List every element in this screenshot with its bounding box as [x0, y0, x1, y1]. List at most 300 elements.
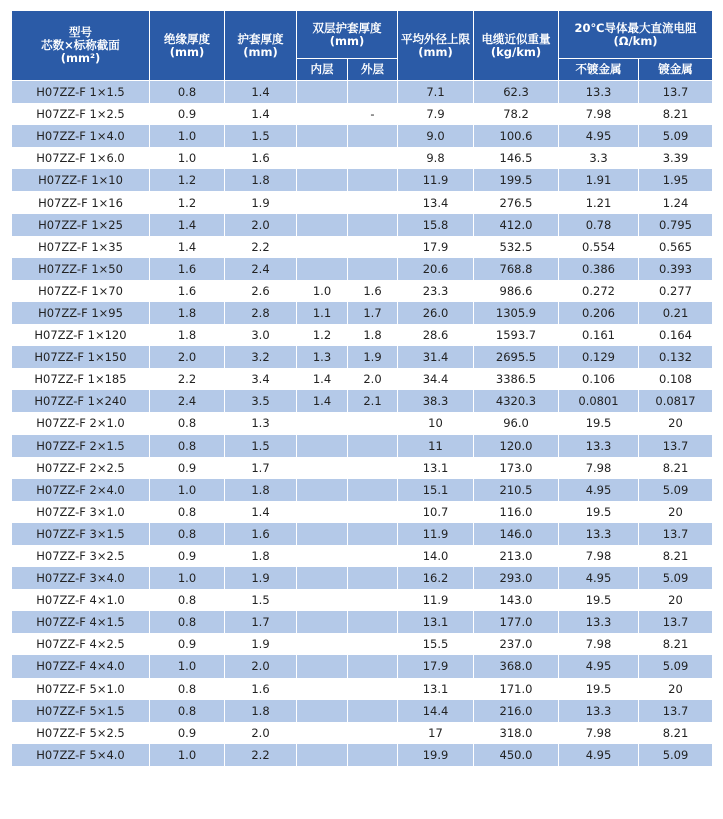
weight-cell: 62.3 — [474, 81, 559, 104]
outer-sheath-cell: - — [348, 103, 398, 125]
sheath-cell: 1.9 — [225, 191, 297, 213]
outer-sheath-cell: 1.8 — [348, 324, 398, 346]
avg-od-cell: 11 — [398, 435, 474, 457]
inner-sheath-cell — [297, 567, 348, 589]
outer-sheath-cell — [348, 633, 398, 655]
weight-cell: 96.0 — [474, 412, 559, 434]
sheath-cell: 2.0 — [225, 655, 297, 677]
resistance-non-plated-cell: 0.206 — [559, 302, 639, 324]
sheath-cell: 1.5 — [225, 435, 297, 457]
table-row — [12, 103, 713, 125]
inner-sheath-cell: 1.2 — [297, 324, 348, 346]
insulation-cell: 0.8 — [150, 501, 225, 523]
table-row — [12, 722, 713, 744]
resistance-plated-cell: 8.21 — [639, 103, 713, 125]
inner-sheath-cell: 1.1 — [297, 302, 348, 324]
weight-cell: 146.5 — [474, 147, 559, 169]
outer-sheath-cell — [348, 236, 398, 258]
resistance-non-plated-cell: 1.21 — [559, 191, 639, 213]
avg-od-cell: 7.9 — [398, 103, 474, 125]
insulation-cell: 1.0 — [150, 125, 225, 147]
avg-od-cell: 7.1 — [398, 81, 474, 104]
table-row — [12, 678, 713, 700]
table-row — [12, 280, 713, 302]
outer-sheath-cell: 2.0 — [348, 368, 398, 390]
insulation-cell: 0.9 — [150, 545, 225, 567]
resistance-non-plated-cell: 19.5 — [559, 678, 639, 700]
sheath-cell: 1.5 — [225, 589, 297, 611]
weight-cell: 450.0 — [474, 744, 559, 766]
weight-cell: 1305.9 — [474, 302, 559, 324]
table-row — [12, 236, 713, 258]
insulation-cell: 1.0 — [150, 567, 225, 589]
resistance-non-plated-cell: 13.3 — [559, 611, 639, 633]
cable-spec-table — [11, 10, 713, 766]
outer-sheath-cell — [348, 479, 398, 501]
model-cell: H07ZZ-F 3×1.0 — [12, 501, 150, 523]
outer-sheath-cell: 1.6 — [348, 280, 398, 302]
table-row — [12, 655, 713, 677]
sheath-cell: 2.0 — [225, 722, 297, 744]
resistance-non-plated-cell: 13.3 — [559, 81, 639, 104]
inner-sheath-cell — [297, 611, 348, 633]
table-row — [12, 214, 713, 236]
table-row — [12, 523, 713, 545]
sheath-cell: 3.5 — [225, 390, 297, 412]
weight-cell: 1593.7 — [474, 324, 559, 346]
insulation-cell: 2.4 — [150, 390, 225, 412]
avg-od-cell: 10.7 — [398, 501, 474, 523]
sheath-cell: 2.2 — [225, 236, 297, 258]
outer-sheath-cell — [348, 722, 398, 744]
header-double-sheath: 双层护套厚度 (mm) — [297, 11, 398, 59]
table-header — [12, 11, 713, 81]
avg-od-cell: 17 — [398, 722, 474, 744]
resistance-non-plated-cell: 3.3 — [559, 147, 639, 169]
table-row — [12, 435, 713, 457]
resistance-non-plated-cell: 7.98 — [559, 722, 639, 744]
avg-od-cell: 13.1 — [398, 678, 474, 700]
insulation-cell: 2.0 — [150, 346, 225, 368]
resistance-plated-cell: 20 — [639, 501, 713, 523]
insulation-cell: 0.9 — [150, 103, 225, 125]
outer-sheath-cell — [348, 567, 398, 589]
header-outer: 外层 — [348, 59, 398, 81]
avg-od-cell: 14.0 — [398, 545, 474, 567]
resistance-non-plated-cell: 7.98 — [559, 545, 639, 567]
header-resistance: 20℃导体最大直流电阻 (Ω/km) — [559, 11, 713, 59]
header-model: 型号 芯数×标称截面 (mm²) — [12, 11, 150, 81]
outer-sheath-cell — [348, 81, 398, 104]
sheath-cell: 1.9 — [225, 633, 297, 655]
outer-sheath-cell — [348, 258, 398, 280]
inner-sheath-cell — [297, 412, 348, 434]
outer-sheath-cell — [348, 147, 398, 169]
outer-sheath-cell — [348, 169, 398, 191]
resistance-plated-cell: 5.09 — [639, 744, 713, 766]
insulation-cell: 1.0 — [150, 744, 225, 766]
resistance-non-plated-cell: 0.0801 — [559, 390, 639, 412]
weight-cell: 412.0 — [474, 214, 559, 236]
table-row — [12, 390, 713, 412]
sheath-cell: 2.0 — [225, 214, 297, 236]
weight-cell: 146.0 — [474, 523, 559, 545]
resistance-non-plated-cell: 0.272 — [559, 280, 639, 302]
insulation-cell: 0.9 — [150, 722, 225, 744]
table-row — [12, 346, 713, 368]
avg-od-cell: 28.6 — [398, 324, 474, 346]
weight-cell: 3386.5 — [474, 368, 559, 390]
sheath-cell: 2.6 — [225, 280, 297, 302]
weight-cell: 143.0 — [474, 589, 559, 611]
insulation-cell: 1.8 — [150, 302, 225, 324]
table-row — [12, 457, 713, 479]
model-cell: H07ZZ-F 1×1.5 — [12, 81, 150, 104]
weight-cell: 216.0 — [474, 700, 559, 722]
inner-sheath-cell — [297, 501, 348, 523]
model-cell: H07ZZ-F 1×185 — [12, 368, 150, 390]
inner-sheath-cell — [297, 589, 348, 611]
insulation-cell: 1.8 — [150, 324, 225, 346]
weight-cell: 318.0 — [474, 722, 559, 744]
table-row — [12, 744, 713, 766]
inner-sheath-cell: 1.4 — [297, 390, 348, 412]
resistance-plated-cell: 8.21 — [639, 722, 713, 744]
table-row — [12, 368, 713, 390]
header-inner: 内层 — [297, 59, 348, 81]
avg-od-cell: 34.4 — [398, 368, 474, 390]
sheath-cell: 1.5 — [225, 125, 297, 147]
sheath-cell: 1.9 — [225, 567, 297, 589]
model-cell: H07ZZ-F 1×70 — [12, 280, 150, 302]
resistance-non-plated-cell: 7.98 — [559, 457, 639, 479]
sheath-cell: 1.8 — [225, 545, 297, 567]
insulation-cell: 1.2 — [150, 191, 225, 213]
resistance-plated-cell: 0.565 — [639, 236, 713, 258]
table-row — [12, 324, 713, 346]
model-cell: H07ZZ-F 2×2.5 — [12, 457, 150, 479]
resistance-non-plated-cell: 0.554 — [559, 236, 639, 258]
table-row — [12, 589, 713, 611]
model-cell: H07ZZ-F 1×50 — [12, 258, 150, 280]
model-cell: H07ZZ-F 3×1.5 — [12, 523, 150, 545]
resistance-non-plated-cell: 0.386 — [559, 258, 639, 280]
weight-cell: 171.0 — [474, 678, 559, 700]
model-cell: H07ZZ-F 1×2.5 — [12, 103, 150, 125]
inner-sheath-cell — [297, 236, 348, 258]
outer-sheath-cell — [348, 523, 398, 545]
resistance-plated-cell: 5.09 — [639, 567, 713, 589]
weight-cell: 276.5 — [474, 191, 559, 213]
table-row — [12, 191, 713, 213]
outer-sheath-cell: 1.7 — [348, 302, 398, 324]
header-weight: 电缆近似重量 (kg/km) — [474, 11, 559, 81]
table-body — [12, 81, 713, 766]
model-cell: H07ZZ-F 4×1.0 — [12, 589, 150, 611]
weight-cell: 293.0 — [474, 567, 559, 589]
outer-sheath-cell — [348, 700, 398, 722]
inner-sheath-cell — [297, 169, 348, 191]
table-row — [12, 169, 713, 191]
resistance-plated-cell: 0.0817 — [639, 390, 713, 412]
model-cell: H07ZZ-F 1×35 — [12, 236, 150, 258]
sheath-cell: 1.3 — [225, 412, 297, 434]
insulation-cell: 1.0 — [150, 479, 225, 501]
weight-cell: 768.8 — [474, 258, 559, 280]
table-row — [12, 147, 713, 169]
model-cell: H07ZZ-F 3×4.0 — [12, 567, 150, 589]
outer-sheath-cell — [348, 457, 398, 479]
inner-sheath-cell — [297, 147, 348, 169]
inner-sheath-cell — [297, 655, 348, 677]
resistance-plated-cell: 0.108 — [639, 368, 713, 390]
avg-od-cell: 11.9 — [398, 169, 474, 191]
resistance-non-plated-cell: 13.3 — [559, 523, 639, 545]
model-cell: H07ZZ-F 2×1.5 — [12, 435, 150, 457]
sheath-cell: 1.7 — [225, 611, 297, 633]
model-cell: H07ZZ-F 2×1.0 — [12, 412, 150, 434]
outer-sheath-cell — [348, 678, 398, 700]
inner-sheath-cell — [297, 744, 348, 766]
sheath-cell: 1.6 — [225, 523, 297, 545]
resistance-plated-cell: 20 — [639, 678, 713, 700]
outer-sheath-cell — [348, 589, 398, 611]
sheath-cell: 3.2 — [225, 346, 297, 368]
outer-sheath-cell — [348, 545, 398, 567]
resistance-non-plated-cell: 1.91 — [559, 169, 639, 191]
outer-sheath-cell — [348, 435, 398, 457]
sheath-cell: 2.8 — [225, 302, 297, 324]
inner-sheath-cell — [297, 457, 348, 479]
insulation-cell: 0.8 — [150, 678, 225, 700]
table-row — [12, 479, 713, 501]
resistance-plated-cell: 5.09 — [639, 125, 713, 147]
resistance-non-plated-cell: 7.98 — [559, 103, 639, 125]
model-cell: H07ZZ-F 1×10 — [12, 169, 150, 191]
weight-cell: 986.6 — [474, 280, 559, 302]
insulation-cell: 2.2 — [150, 368, 225, 390]
outer-sheath-cell — [348, 412, 398, 434]
sheath-cell: 3.0 — [225, 324, 297, 346]
model-cell: H07ZZ-F 5×2.5 — [12, 722, 150, 744]
inner-sheath-cell — [297, 125, 348, 147]
resistance-plated-cell: 3.39 — [639, 147, 713, 169]
avg-od-cell: 13.4 — [398, 191, 474, 213]
sheath-cell: 1.7 — [225, 457, 297, 479]
model-cell: H07ZZ-F 4×1.5 — [12, 611, 150, 633]
weight-cell: 210.5 — [474, 479, 559, 501]
sheath-cell: 1.6 — [225, 678, 297, 700]
resistance-plated-cell: 1.24 — [639, 191, 713, 213]
resistance-plated-cell: 20 — [639, 589, 713, 611]
avg-od-cell: 11.9 — [398, 589, 474, 611]
avg-od-cell: 17.9 — [398, 236, 474, 258]
model-cell: H07ZZ-F 1×25 — [12, 214, 150, 236]
resistance-non-plated-cell: 4.95 — [559, 479, 639, 501]
resistance-non-plated-cell: 4.95 — [559, 567, 639, 589]
table-row — [12, 501, 713, 523]
outer-sheath-cell — [348, 611, 398, 633]
inner-sheath-cell: 1.3 — [297, 346, 348, 368]
table-row — [12, 545, 713, 567]
resistance-plated-cell: 13.7 — [639, 611, 713, 633]
avg-od-cell: 13.1 — [398, 611, 474, 633]
model-cell: H07ZZ-F 5×4.0 — [12, 744, 150, 766]
avg-od-cell: 16.2 — [398, 567, 474, 589]
avg-od-cell: 19.9 — [398, 744, 474, 766]
model-cell: H07ZZ-F 5×1.5 — [12, 700, 150, 722]
weight-cell: 177.0 — [474, 611, 559, 633]
inner-sheath-cell — [297, 722, 348, 744]
outer-sheath-cell — [348, 655, 398, 677]
insulation-cell: 0.9 — [150, 457, 225, 479]
inner-sheath-cell — [297, 214, 348, 236]
sheath-cell: 1.4 — [225, 103, 297, 125]
insulation-cell: 0.8 — [150, 700, 225, 722]
resistance-plated-cell: 13.7 — [639, 700, 713, 722]
model-cell: H07ZZ-F 1×16 — [12, 191, 150, 213]
inner-sheath-cell — [297, 81, 348, 104]
outer-sheath-cell — [348, 214, 398, 236]
avg-od-cell: 17.9 — [398, 655, 474, 677]
weight-cell: 368.0 — [474, 655, 559, 677]
resistance-non-plated-cell: 19.5 — [559, 589, 639, 611]
table-row — [12, 611, 713, 633]
resistance-plated-cell: 5.09 — [639, 479, 713, 501]
model-cell: H07ZZ-F 2×4.0 — [12, 479, 150, 501]
model-cell: H07ZZ-F 4×4.0 — [12, 655, 150, 677]
table-row — [12, 258, 713, 280]
resistance-plated-cell: 20 — [639, 412, 713, 434]
insulation-cell: 1.4 — [150, 214, 225, 236]
avg-od-cell: 23.3 — [398, 280, 474, 302]
resistance-non-plated-cell: 13.3 — [559, 435, 639, 457]
model-cell: H07ZZ-F 1×240 — [12, 390, 150, 412]
insulation-cell: 1.6 — [150, 280, 225, 302]
resistance-non-plated-cell: 4.95 — [559, 125, 639, 147]
inner-sheath-cell — [297, 258, 348, 280]
insulation-cell: 1.6 — [150, 258, 225, 280]
inner-sheath-cell — [297, 700, 348, 722]
sheath-cell: 1.8 — [225, 700, 297, 722]
header-sheath: 护套厚度 (mm) — [225, 11, 297, 81]
resistance-plated-cell: 1.95 — [639, 169, 713, 191]
weight-cell: 100.6 — [474, 125, 559, 147]
inner-sheath-cell — [297, 103, 348, 125]
insulation-cell: 0.8 — [150, 435, 225, 457]
avg-od-cell: 31.4 — [398, 346, 474, 368]
inner-sheath-cell — [297, 479, 348, 501]
inner-sheath-cell — [297, 545, 348, 567]
outer-sheath-cell: 1.9 — [348, 346, 398, 368]
table-row — [12, 567, 713, 589]
model-cell: H07ZZ-F 4×2.5 — [12, 633, 150, 655]
outer-sheath-cell — [348, 501, 398, 523]
model-cell: H07ZZ-F 1×150 — [12, 346, 150, 368]
avg-od-cell: 15.8 — [398, 214, 474, 236]
resistance-plated-cell: 8.21 — [639, 545, 713, 567]
inner-sheath-cell — [297, 435, 348, 457]
sheath-cell: 1.6 — [225, 147, 297, 169]
avg-od-cell: 9.0 — [398, 125, 474, 147]
sheath-cell: 3.4 — [225, 368, 297, 390]
model-cell: H07ZZ-F 5×1.0 — [12, 678, 150, 700]
resistance-non-plated-cell: 19.5 — [559, 412, 639, 434]
resistance-non-plated-cell: 13.3 — [559, 700, 639, 722]
table-row — [12, 81, 713, 104]
model-cell: H07ZZ-F 1×120 — [12, 324, 150, 346]
weight-cell: 116.0 — [474, 501, 559, 523]
resistance-non-plated-cell: 7.98 — [559, 633, 639, 655]
avg-od-cell: 10 — [398, 412, 474, 434]
avg-od-cell: 38.3 — [398, 390, 474, 412]
resistance-plated-cell: 13.7 — [639, 81, 713, 104]
insulation-cell: 0.8 — [150, 81, 225, 104]
sheath-cell: 2.2 — [225, 744, 297, 766]
resistance-non-plated-cell: 4.95 — [559, 744, 639, 766]
avg-od-cell: 15.5 — [398, 633, 474, 655]
outer-sheath-cell — [348, 125, 398, 147]
weight-cell: 213.0 — [474, 545, 559, 567]
inner-sheath-cell: 1.4 — [297, 368, 348, 390]
table-row — [12, 700, 713, 722]
outer-sheath-cell: 2.1 — [348, 390, 398, 412]
inner-sheath-cell — [297, 678, 348, 700]
resistance-plated-cell: 5.09 — [639, 655, 713, 677]
resistance-plated-cell: 8.21 — [639, 633, 713, 655]
resistance-plated-cell: 0.164 — [639, 324, 713, 346]
weight-cell: 2695.5 — [474, 346, 559, 368]
avg-od-cell: 13.1 — [398, 457, 474, 479]
sheath-cell: 1.8 — [225, 169, 297, 191]
header-plated: 镀金属 — [639, 59, 713, 81]
model-cell: H07ZZ-F 1×6.0 — [12, 147, 150, 169]
insulation-cell: 0.8 — [150, 523, 225, 545]
resistance-plated-cell: 13.7 — [639, 435, 713, 457]
resistance-non-plated-cell: 19.5 — [559, 501, 639, 523]
inner-sheath-cell — [297, 523, 348, 545]
header-insulation: 绝缘厚度 (mm) — [150, 11, 225, 81]
avg-od-cell: 15.1 — [398, 479, 474, 501]
weight-cell: 173.0 — [474, 457, 559, 479]
resistance-plated-cell: 0.21 — [639, 302, 713, 324]
outer-sheath-cell — [348, 191, 398, 213]
resistance-plated-cell: 0.132 — [639, 346, 713, 368]
resistance-non-plated-cell: 0.78 — [559, 214, 639, 236]
outer-sheath-cell — [348, 744, 398, 766]
table-row — [12, 633, 713, 655]
insulation-cell: 0.8 — [150, 611, 225, 633]
resistance-plated-cell: 8.21 — [639, 457, 713, 479]
inner-sheath-cell: 1.0 — [297, 280, 348, 302]
resistance-non-plated-cell: 0.129 — [559, 346, 639, 368]
resistance-plated-cell: 0.393 — [639, 258, 713, 280]
header-non-plated: 不镀金属 — [559, 59, 639, 81]
avg-od-cell: 20.6 — [398, 258, 474, 280]
insulation-cell: 1.0 — [150, 147, 225, 169]
insulation-cell: 1.4 — [150, 236, 225, 258]
insulation-cell: 0.9 — [150, 633, 225, 655]
table-row — [12, 412, 713, 434]
insulation-cell: 1.2 — [150, 169, 225, 191]
resistance-non-plated-cell: 4.95 — [559, 655, 639, 677]
spec-table-container — [11, 10, 712, 766]
table-row — [12, 302, 713, 324]
weight-cell: 120.0 — [474, 435, 559, 457]
resistance-plated-cell: 0.795 — [639, 214, 713, 236]
avg-od-cell: 26.0 — [398, 302, 474, 324]
weight-cell: 199.5 — [474, 169, 559, 191]
